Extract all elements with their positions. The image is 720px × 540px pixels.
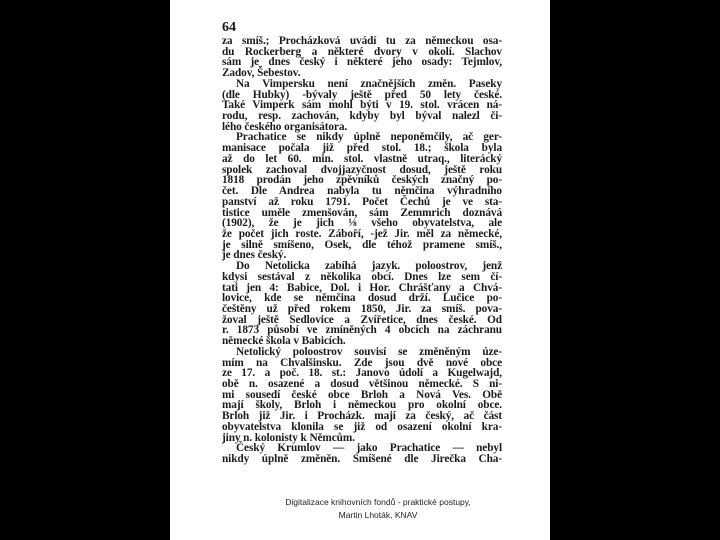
text-line: Na Vimpersku není značnějších změn. Paseky xyxy=(236,77,502,90)
text-line: (dle Hubky) -bývaly ještě před 50 lety české. xyxy=(222,88,502,101)
text-line: ze 17. a poč. 18. st.: Janovo údolí a Kugelwajd, xyxy=(222,367,502,380)
text-line: spolek zachoval dvojjazyčnost dosud, ještě roku xyxy=(222,163,502,176)
scanned-book-page xyxy=(170,0,550,540)
text-line: panství až roku 1791. Počet Čechů je ve sta- xyxy=(222,195,502,208)
text-line: jiny n. kolonisty k Němcům. xyxy=(222,431,355,444)
text-line: lovice, kde se němčina dosud drží. Lučice po- xyxy=(222,292,502,305)
text-line: až do let 60. min. stol. vlastně utraq., literácký xyxy=(222,152,502,165)
text-line: obě n. osazené a dosud většinou německé. S ni- xyxy=(222,378,502,390)
text-line: že počet jich roste. Záboří, -jež Jir. měl za německé, xyxy=(222,227,502,240)
text-line: sám je dnes český i některé jeho osady: Tejmlov, xyxy=(222,56,502,69)
text-line: je dnes český. xyxy=(222,249,287,262)
text-line: tistice uměle zmenšován, sám Zemmrich doznává xyxy=(222,206,502,219)
text-line: rodu, resp. zachován, kdyby byl býval nalezl či- xyxy=(222,110,502,123)
text-line: Prachatice se nikdy úplně neponěmčily, ač ger- xyxy=(236,131,502,144)
text-line: tati jen 4: Babice, Dol. i Hor. Chrášťany a Chvá- xyxy=(222,281,502,294)
text-line: (1902), že je jich ⅛ všeho obyvatelstva, ale xyxy=(222,217,502,230)
text-line: 1818 prodán jeho zpěvníků českých značný po- xyxy=(222,174,502,187)
caption-line-title: Digitalizace knihovních fondů - praktické postupy, xyxy=(285,497,471,507)
text-line: du Rockerberg a některé dvory v okolí. Slachov xyxy=(222,45,502,58)
text-line: je silně smíšeno, Osek, dle téhož pramene smíš., xyxy=(222,238,502,251)
text-line: Do Netolicka zabíhá jazyk. poloostrov, jenž xyxy=(236,260,502,273)
page-number: 64 xyxy=(222,20,236,35)
text-line: německé škola v Babicích. xyxy=(222,335,346,348)
caption-line-author: Martin Lhoták, KNAV xyxy=(338,510,418,520)
text-line: nikdy úplně změněn. Smíšené dle Jirečka Cha- xyxy=(222,453,502,466)
text-line: žoval ještě Sedlovice a Zvířetice, dnes české. Od xyxy=(222,313,502,326)
text-line: Český Krumlov — jako Prachatice — nebyl xyxy=(236,442,502,455)
text-line: čet. Dle Andrea nabyla tu němčina výhradního xyxy=(222,185,502,198)
text-line: r. 1873 působí ve zmíněných 4 obcích na záchranu xyxy=(222,324,502,337)
text-line: Brloh již Jir. i Procházk. mají za český, ač část xyxy=(222,410,502,423)
text-line: mají školy, Brloh i německou pro okolní obce. xyxy=(222,399,502,412)
text-line: za smíš.; Procházková uvádí tu za německou osa- xyxy=(222,35,502,47)
text-line: manisace počala již před stol. 18.; škola byla xyxy=(222,142,502,155)
text-line: Netolický poloostrov souvisí se změněným úze- xyxy=(236,345,502,358)
text-line: češtěny už před rokem 1850, Jir. za smíš. pova- xyxy=(222,302,502,315)
text-line: kdysi sestával z několika obcí. Dnes lze sem čí- xyxy=(222,270,502,283)
slide-caption xyxy=(232,496,524,522)
text-line: Zadov, Šebestov. xyxy=(222,67,301,80)
text-line: mím na Chvalšinsku. Zde jsou dvě nové obce xyxy=(222,356,502,369)
text-line: obyvatelstva klonila se již od osazení okolní kra- xyxy=(222,420,502,433)
text-line: lého českého organisátora. xyxy=(222,120,348,133)
text-line: mi sousedí české obce Brloh a Nová Ves. Obě xyxy=(222,388,502,401)
page-text-body xyxy=(222,36,502,465)
text-line: Také Vimperk sám mohl býti v 19. stol. vrácen ná- xyxy=(222,99,502,112)
